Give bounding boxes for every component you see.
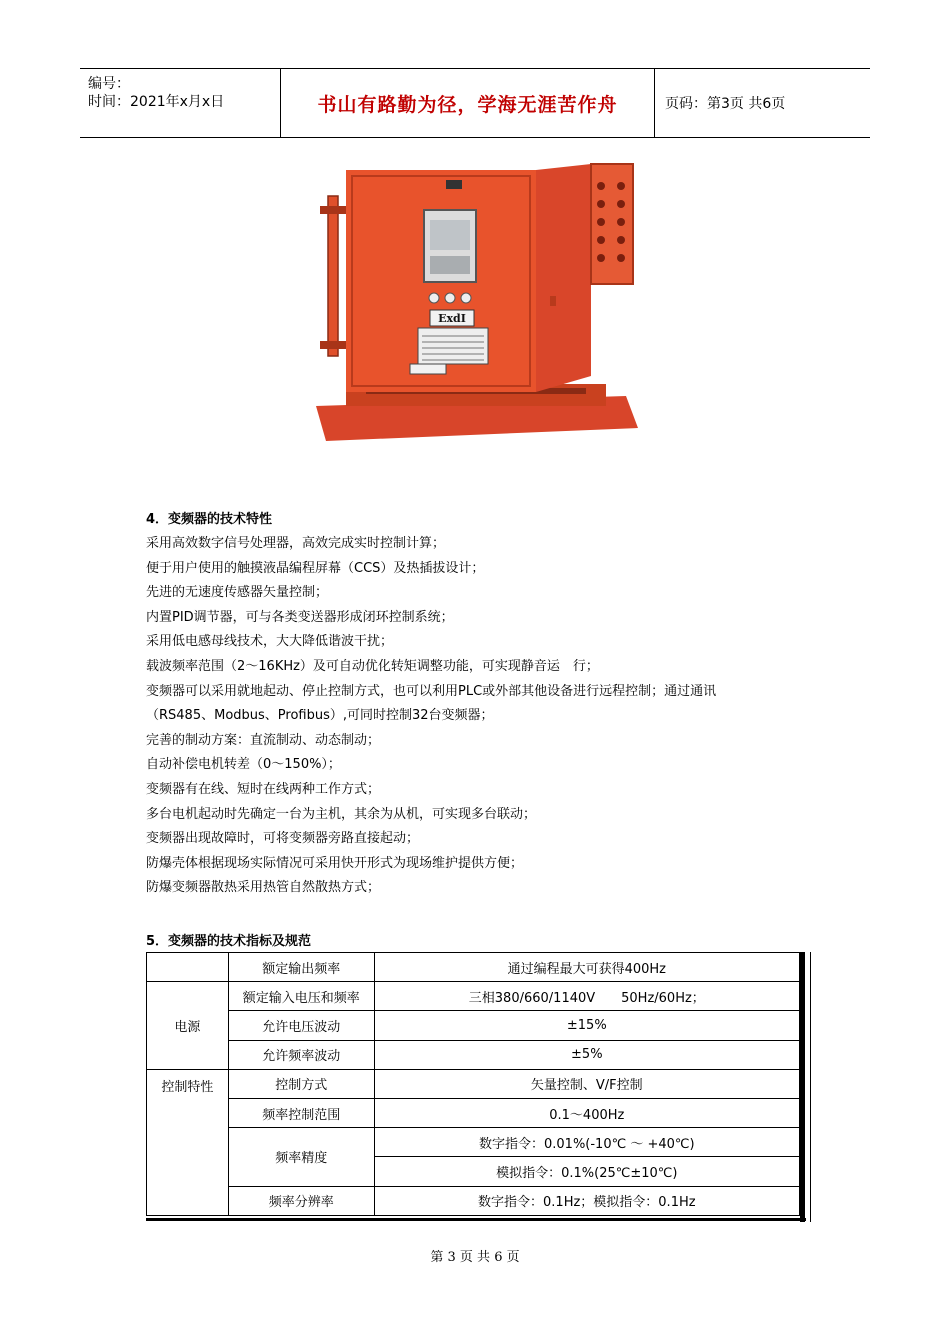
spec-table — [146, 952, 800, 1216]
feature-line: 变频器有在线、短时在线两种工作方式； — [146, 781, 381, 797]
table-cell: 三相380/660/1140V 50Hz/60Hz； — [374, 982, 799, 1011]
inverter-cabinet-image — [306, 156, 646, 456]
feature-line: 采用低电感母线技术，大大降低谐波干扰； — [146, 634, 394, 650]
feature-line: 载波频率范围（2～16KHz）及可自动优化转矩调整功能，可实现静音运 行； — [146, 658, 599, 674]
section5-title: 5．变频器的技术指标及规范 — [146, 934, 312, 949]
table-cell: 额定输入电压和频率 — [228, 982, 374, 1011]
header-page-cell — [655, 69, 870, 137]
section4-title: 4．变频器的技术特性 — [146, 512, 273, 527]
feature-line: 变频器出现故障时，可将变频器旁路直接起动； — [146, 831, 420, 847]
table-row — [147, 1011, 800, 1040]
group-cell-power: 电源 — [147, 982, 229, 1070]
table-cell: ±15% — [374, 1011, 799, 1040]
table-cell: 模拟指令：0.1%(25℃±10℃) — [374, 1157, 799, 1186]
table-right-border — [800, 952, 805, 1222]
table-cell: ±5% — [374, 1040, 799, 1069]
feature-line: 变频器可以采用就地起动、停止控制方式，也可以利用PLC或外部其他设备进行远程控制；通过通讯 — [146, 683, 717, 699]
feature-line: 防爆变频器散热采用热管自然散热方式； — [146, 880, 381, 896]
feature-line: 便于用户使用的触摸液晶编程屏幕（CCS）及热插拔设计； — [146, 560, 485, 576]
header-meta-cell — [80, 69, 281, 137]
table-row — [147, 1069, 800, 1098]
table-bottom-border — [146, 1218, 806, 1221]
table-cell: 数字指令：0.1Hz；模拟指令：0.1Hz — [374, 1186, 799, 1215]
table-cell: 额定输出频率 — [228, 953, 374, 982]
table-cell: 0.1～400Hz — [374, 1098, 799, 1127]
feature-line: 自动补偿电机转差（0～150%）； — [146, 757, 341, 773]
exd-label: ExdI — [438, 312, 466, 325]
number-label: 编号： — [88, 76, 130, 92]
table-cell — [147, 953, 229, 982]
table-row — [147, 1186, 800, 1215]
table-cell: 控制方式 — [228, 1069, 374, 1098]
table-row — [147, 1098, 800, 1127]
table-row — [147, 982, 800, 1011]
group-cell-control: 控制特性 — [147, 1069, 229, 1215]
table-cell: 允许频率波动 — [228, 1040, 374, 1069]
spec-table-wrapper — [146, 952, 816, 1222]
feature-line: 多台电机起动时先确定一台为主机，其余为从机，可实现多台联动； — [146, 806, 537, 822]
table-row — [147, 1128, 800, 1157]
table-cell: 频率分辨率 — [228, 1186, 374, 1215]
motto: 书山有路勤为径，学海无涯苦作舟 — [317, 93, 618, 116]
table-cell: 允许电压波动 — [228, 1011, 374, 1040]
table-cell: 通过编程最大可获得400Hz — [374, 953, 799, 982]
page-footer: 第 3 页 共 6 页 — [430, 1250, 520, 1265]
feature-line: （RS485、Modbus、Profibus）,可同时控制32台变频器； — [146, 708, 494, 724]
table-cell: 矢量控制、V/F控制 — [374, 1069, 799, 1098]
table-row — [147, 953, 800, 982]
feature-line: 先进的无速度传感器矢量控制； — [146, 585, 329, 601]
feature-line: 防爆壳体根据现场实际情况可采用快开形式为现场维护提供方便； — [146, 855, 524, 871]
table-row — [147, 1040, 800, 1069]
feature-line: 采用高效数字信号处理器，高效完成实时控制计算； — [146, 536, 446, 551]
section4-list — [146, 532, 816, 901]
feature-line: 内置PID调节器，可与各类变送器形成闭环控制系统； — [146, 609, 454, 625]
feature-line: 完善的制动方案：直流制动、动态制动； — [146, 732, 381, 748]
table-cell: 频率精度 — [228, 1128, 374, 1186]
date-line: 时间：2021年x月x日 — [88, 94, 225, 110]
page-header — [80, 68, 870, 138]
header-motto-cell — [281, 69, 655, 137]
page-info: 页码：第3页 共6页 — [665, 96, 786, 112]
table-cell: 频率控制范围 — [228, 1098, 374, 1127]
table-right-rule — [810, 952, 811, 1222]
table-cell: 数字指令：0.01%(-10℃ ～ +40℃) — [374, 1128, 799, 1157]
